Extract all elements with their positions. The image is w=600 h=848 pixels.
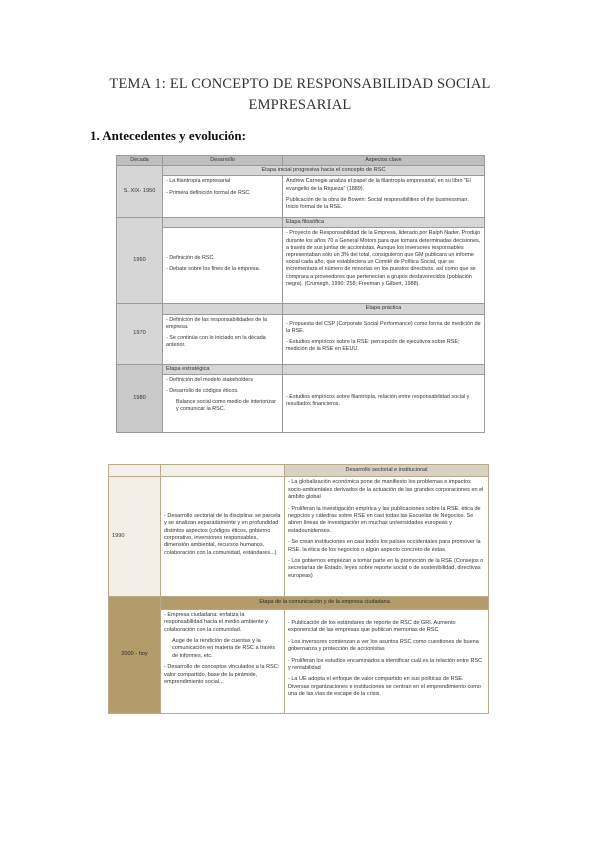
- stage-spacer: [163, 218, 283, 228]
- development-cell: [161, 609, 285, 713]
- key-aspects-cell: [285, 609, 489, 713]
- key-aspects-cell: [283, 374, 485, 432]
- table-row: [109, 609, 489, 713]
- stage-label: Etapa estratégica: [163, 364, 283, 374]
- key-aspect-item: - Publicación de los estándares de reporte de RSC de GRI. Aumento exponencial de las empresas que publican memorias de RSC: [288, 619, 456, 634]
- development-item: - Definición del modelo stakeholders: [166, 376, 253, 383]
- stage-row: [109, 465, 489, 477]
- key-aspect-item: - La globalización económica pone de manifiesto los problemas e impactos socio-ambientales derivados de la actuación de las grandes corporaciones en el ámbito global: [288, 479, 484, 501]
- stage-label: Etapa inicial progresiva hacia el concepto de RSC: [163, 166, 485, 176]
- development-item: - Debate sobre los fines de la empresa.: [166, 265, 261, 272]
- key-aspect-item: - Propuesta del CSP (Corporate Social Performance) como forma de medición de la RSE.: [286, 320, 481, 334]
- key-aspects-cell: [285, 477, 489, 597]
- development-item: - Definición de RSC.: [166, 254, 215, 261]
- stage-row: [117, 364, 485, 374]
- development-cell: [161, 477, 285, 597]
- stage-row: [117, 166, 485, 176]
- stage-row: [109, 597, 489, 609]
- key-aspects-cell: [283, 228, 485, 304]
- key-aspects-cell: [283, 176, 485, 218]
- development-cell: [163, 176, 283, 218]
- key-aspect-item: - Se crean instituciones en casi todos los países occidentales para promover la RSE, la ética de los negocios o algún aspecto concreto de éstas.: [288, 539, 481, 553]
- header-development: Desarrollo: [163, 156, 283, 166]
- title-line-2: EMPRESARIAL: [248, 97, 352, 113]
- header-key-aspects: Aspectos clave: [283, 156, 485, 166]
- evolution-table-2: [108, 464, 489, 714]
- era-cell: S. XIX- 1950: [117, 166, 163, 218]
- development-item: - Se continúa con lo iniciado en la década anterior.: [166, 335, 266, 349]
- key-aspect-item: - Los inversores comienzan a ver los asuntos RSC como cuestiones de buena gobernanza y protección de accionistas: [288, 638, 479, 653]
- stage-spacer: [283, 364, 485, 374]
- era-cell: 1990: [109, 477, 161, 597]
- stage-label: Desarrollo sectorial e institucional: [285, 465, 489, 477]
- key-aspect-item: Andrew Carnegie analiza el papel de la filantropía empresarial, en su libro "El evangelio de la Riqueza" (1889).: [286, 178, 471, 192]
- development-item: - Desarrollo de conceptos vinculados a la RSC: valor compartido, base de la pirámide, emprendimiento social...: [164, 664, 280, 686]
- table-row: [117, 176, 485, 218]
- era-cell: 1970: [117, 304, 163, 364]
- section-heading: 1. Antecedentes y evolución:: [90, 128, 246, 143]
- development-cell: [163, 314, 283, 364]
- key-aspect-item: - Proliferan la investigación empírica y las publicaciones sobre la RSE, ética de negocios y cátedras sobre RSE en casi todas las Escuelas de Negocios. Se abren líneas de investigación en muchas universidades europeas y estadounidenses.: [288, 505, 481, 534]
- key-aspect-item: - Los gobiernos empiezan a tomar parte en la promoción de la RSE (Consejos o secretarías de Estado, leyes sobre reporte social o de sostenibilidad, directivas europeas): [288, 558, 484, 579]
- stage-spacer: [161, 465, 285, 477]
- table-header-row: [117, 156, 485, 166]
- table-row: [117, 314, 485, 364]
- stage-spacer: [109, 465, 161, 477]
- development-cell: [163, 228, 283, 304]
- development-item: Balance social como medio de interiorizar y comunicar la RSC.: [176, 399, 276, 413]
- table-row: [117, 228, 485, 304]
- development-item: - Primera definición formal de RSC.: [166, 189, 251, 196]
- era-cell: 1980: [117, 364, 163, 432]
- development-cell: [163, 374, 283, 432]
- key-aspects-cell: [283, 314, 485, 364]
- title-line-1: TEMA 1: EL CONCEPTO DE RESPONSABILIDAD SOCIAL: [109, 76, 491, 92]
- era-cell: 2000 - hoy: [109, 597, 161, 713]
- key-aspect-item: - Proliferan los estudios encaminados a identificar cuál es la relación entre RSC y rentabilidad: [288, 657, 483, 672]
- development-item: - La filantropía empresarial: [166, 178, 231, 185]
- key-aspect-item: - Estudios empíricos sobre la RSE: percepción de ejecutivos sobre RSE; medición de la RSE en EEUU.: [286, 339, 460, 353]
- key-aspect-item: - Proyecto de Responsabilidad de la Empresa, liderado por Ralph Nader. Produjo durante los años 70 a General Motors para que tomara determinadas decisiones, a través de sus juntas de accionistas. Aunque los inversores responsables representaban sólo un 3% del total, consiguieron que GM publicara un informe social cada año, que estableciera un Comité de Política Social, que se incrementara el número de minorías en los puestos directivos, así como que se comprara a proveedores que pertenecían a grupos desfavorecidos (población negra). (Crumegh, 1990: 258; Freeman y Gilbert, 1988).: [286, 230, 481, 287]
- document-title: [60, 74, 540, 116]
- development-item: - Desarrollo sectorial de la disciplina: se parcela y se analizan separadamente y en profundidad distintos aspectos (códigos éticos, gobierno corporativo, inversiones responsables, dimensión ambiental, recursos humanos, colaboración con la comunidad, estándares...): [164, 512, 281, 556]
- stage-row: [117, 218, 485, 228]
- key-aspect-item: Publicación de la obra de Bowen: Social responsibilities of the businessman. Inicio formal de la RSE.: [286, 196, 469, 211]
- stage-row: [117, 304, 485, 314]
- table-row: [117, 374, 485, 432]
- stage-spacer: [163, 304, 283, 314]
- era-cell: 1960: [117, 218, 163, 304]
- development-item: - Desarrollo de códigos éticos.: [166, 388, 239, 395]
- key-aspect-item: - La UE adopta el enfoque de valor compartido en sus políticas de RSE. Diversas organizaciones e instituciones se centran en el emprendimiento como una de las vías de escape de la crisis.: [288, 676, 481, 698]
- development-item: - Definición de las responsabilidades de la empresa.: [166, 316, 267, 330]
- stage-label: Etapa práctica: [283, 304, 485, 314]
- header-decade: Década: [117, 156, 163, 166]
- table-row: [109, 477, 489, 597]
- evolution-table-1: [116, 155, 485, 433]
- development-item: - Empresa ciudadana: enfatiza la responsabilidad hacia el medio ambiente y colaboración con la comunidad.: [164, 611, 268, 633]
- key-aspect-item: - Estudios empíricos sobre filantropía, relación entre responsabilidad social y resultados financieros.: [286, 394, 470, 408]
- stage-label: Etapa de la comunicación y de la empresa ciudadana: [161, 597, 489, 609]
- development-item: Auge de la rendición de cuentas y la comunicación en materia de RSC a través de informes, etc.: [172, 638, 276, 659]
- stage-label: Etapa filosófica: [283, 218, 485, 228]
